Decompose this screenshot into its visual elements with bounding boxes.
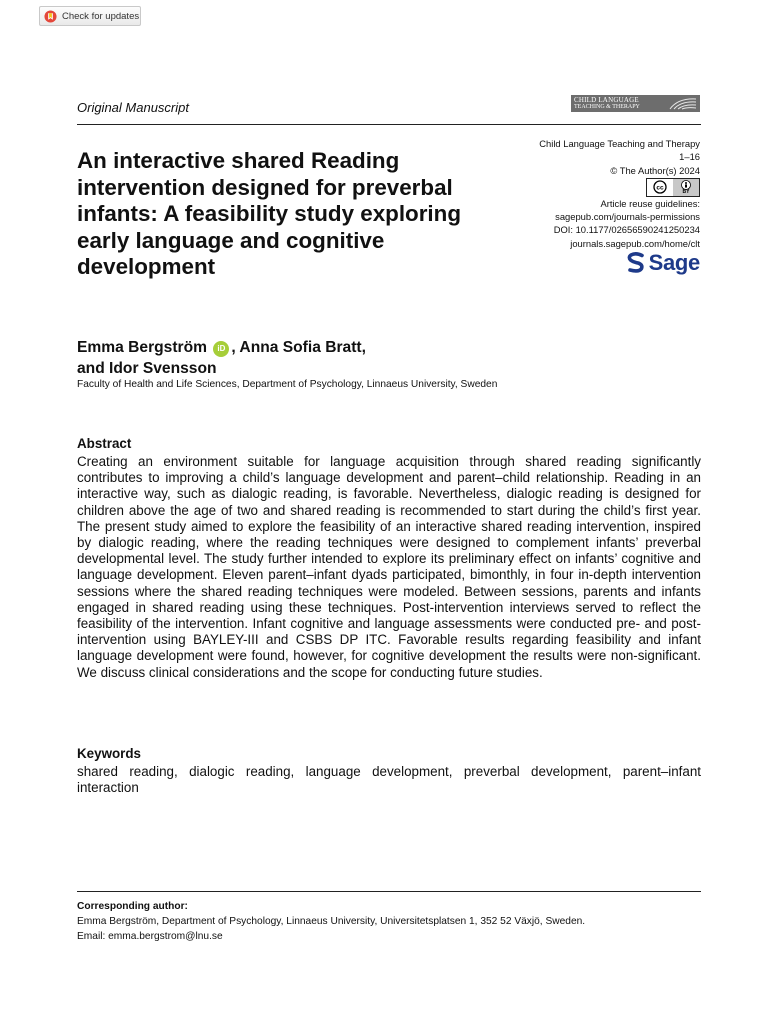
check-for-updates-label: Check for updates [62, 10, 140, 22]
orcid-icon[interactable]: iD [213, 341, 229, 357]
doi-link[interactable]: DOI: 10.1177/02656590241250234 [553, 224, 700, 236]
author-list-rest: , Anna Sofia Bratt, [231, 339, 366, 356]
abstract-heading: Abstract [77, 436, 132, 451]
by-icon [673, 179, 699, 196]
journal-logo-line1: CHILD LANGUAGE [574, 96, 639, 104]
sage-s-icon [626, 252, 646, 274]
sage-wordmark: Sage [648, 250, 700, 275]
cc-by-license-badge[interactable] [646, 178, 700, 197]
cc-icon-label: cc [656, 184, 664, 192]
section-label: Original Manuscript [77, 100, 189, 115]
corresponding-author-address: Emma Bergström, Department of Psychology, Linnaeus University, Universitetsplatsen 1, 352 52 Växjö, Sweden. [77, 916, 586, 927]
corresponding-author-heading: Corresponding author: [77, 901, 188, 912]
cc-icon [647, 179, 673, 196]
reuse-guidelines-label: Article reuse guidelines: [600, 197, 700, 209]
sage-publisher-logo [626, 250, 700, 276]
corresponding-author-email[interactable]: Email: emma.bergstrom@lnu.se [77, 931, 223, 942]
author-affiliation: Faculty of Health and Life Sciences, Department of Psychology, Linnaeus University, Sweden [77, 379, 498, 390]
check-for-updates-button[interactable] [39, 6, 141, 26]
journal-logo-line2: TEACHING & THERAPY [574, 103, 640, 110]
keywords-heading: Keywords [77, 746, 141, 761]
header-divider [77, 124, 701, 125]
keywords-body: shared reading, dialogic reading, language development, preverbal development, parent–infant interaction [77, 764, 701, 796]
journal-name: Child Language Teaching and Therapy [539, 138, 700, 149]
reuse-guidelines-link[interactable]: sagepub.com/journals-permissions [555, 211, 700, 223]
footnote-divider [77, 891, 701, 892]
author-emma-bergstrom[interactable]: Emma Bergström [77, 339, 207, 356]
page-range: 1–16 [679, 151, 700, 163]
license-badge-row [500, 177, 700, 197]
bookmark-ribbon-icon [44, 10, 57, 23]
author-list-line2: and Idor Svensson [77, 359, 217, 377]
by-label: BY [682, 188, 690, 195]
journal-logo [571, 95, 700, 112]
copyright: © The Author(s) 2024 [610, 164, 700, 176]
article-meta [500, 137, 700, 250]
author-list [77, 338, 497, 379]
journal-logo-ornament-icon [668, 96, 698, 111]
article-title: An interactive shared Reading intervention designed for preverbal infants: A feasibility study exploring early language and cognitive development [77, 148, 462, 280]
journal-home-link[interactable]: journals.sagepub.com/home/clt [570, 237, 700, 249]
abstract-body: Creating an environment suitable for language acquisition through shared reading significantly contributes to improving a child’s language development and parent–child relationship. Reading in an interactive way, such as dialogic reading, is favorable. Nevertheless, dialogic reading is designed for children above the age of two and shared reading is recommended to start during the child’s first year. The present study aimed to explore the feasibility of an interactive shared reading intervention, inspired by dialogic reading, where the reading techniques were designed to complement infants’ preverbal developmental level. The study further intended to explore its preliminary effect on infants’ cognitive and language development. Eleven parent–infant dyads participated, bimonthly, in four in-depth intervention sessions where the shared reading techniques were modeled. Between sessions, parents and infants engaged in shared reading using these techniques. Post-intervention interviews served to reflect the feasibility of the intervention. Infant cognitive and language assessments were conducted pre- and post-intervention using BAYLEY-III and CSBS DP ITC. Favorable results regarding feasibility and infant language development were found, however, for cognitive development the results were non-significant. We discuss clinical considerations and the scope for conducting future studies. [77, 454, 701, 680]
